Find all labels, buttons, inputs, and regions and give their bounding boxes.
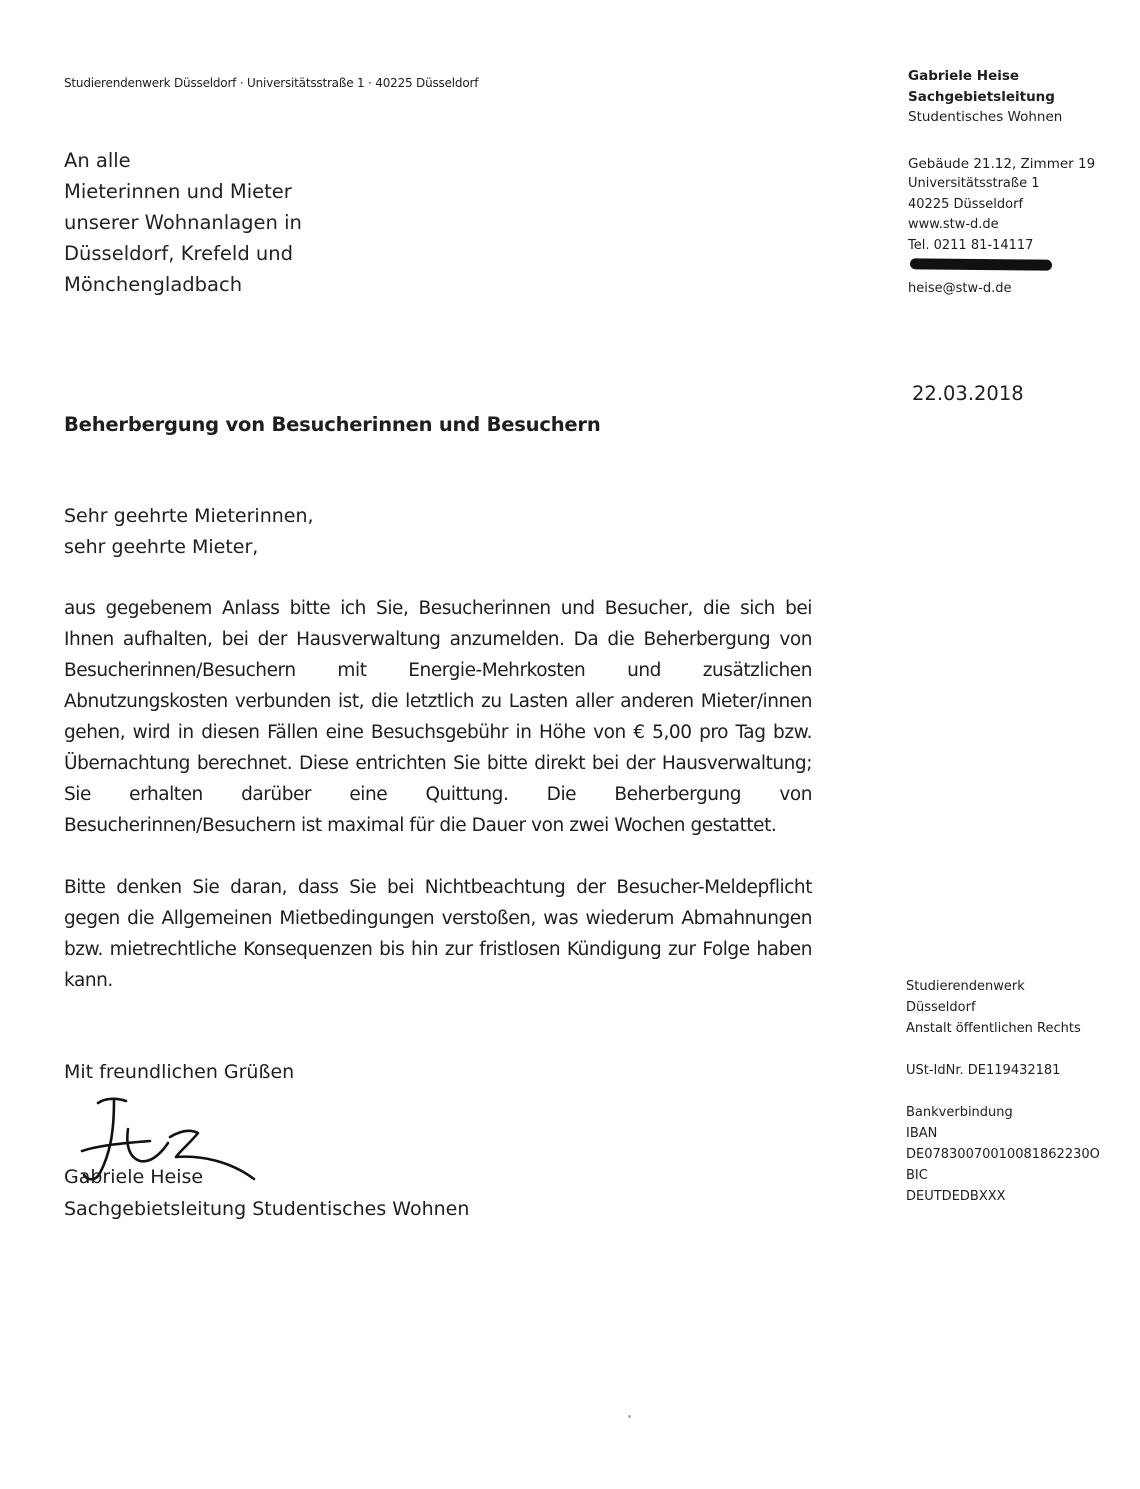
iban-label: IBAN bbox=[906, 1126, 938, 1141]
body-paragraph: Bitte denken Sie daran, dass Sie bei Nichtbeachtung der Besucher-Meldepflicht gegen die Allgemeinen Mietbedingungen verstoßen, was wiederum Abmahnungen bzw. mietrechtliche Konsequenzen bis hin zur fristlosen Kündigung zur Folge haben kann. bbox=[64, 877, 812, 991]
recipient-line: Düsseldorf, Krefeld und bbox=[64, 242, 294, 265]
signature-name: Gabriele Heise bbox=[64, 1166, 204, 1188]
body-paragraph: aus gegebenem Anlass bitte ich Sie, Besucherinnen und Besucher, die sich bei Ihnen aufhalten, bei der Hausverwaltung anzumelden. Da die Beherbergung von Besucherinnen/Besuchern mit Energie-Mehrkosten und zusätzlichen Abnutzungskosten verbunden ist, die letztlich zu Lasten aller anderen Mieter/innen gehen, wird in diesen Fällen eine Besuchsgebühr in Höhe von € 5,00 pro Tag bzw. Übernachtung berechnet. Diese entrichten Sie bitte direkt bei der Hausverwaltung; Sie erhalten darüber eine Quittung. Die Beherbergung von Besucherinnen/Besuchern ist maximal für die Dauer von zwei Wochen gestattet. bbox=[64, 598, 812, 836]
bic-value: DEUTDEDBXXX bbox=[906, 1189, 1006, 1204]
contact-phone: Tel. 0211 81-14117 bbox=[908, 237, 1034, 253]
contact-role-line: Studentisches Wohnen bbox=[908, 109, 1063, 125]
contact-website: www.stw-d.de bbox=[908, 217, 999, 232]
contact-building: Gebäude 21.12, Zimmer 19 bbox=[908, 155, 1096, 172]
contact-email: heise@stw-d.de bbox=[908, 281, 1012, 296]
org-name-line: Studierendenwerk bbox=[906, 979, 1025, 994]
contact-role-line: Sachgebietsleitung bbox=[908, 88, 1055, 105]
closing-phrase: Mit freundlichen Grüßen bbox=[64, 1061, 295, 1083]
sender-address-line: Studierendenwerk Düsseldorf · Universitätsstraße 1 · 40225 Düsseldorf bbox=[64, 76, 479, 90]
contact-street: Universitätsstraße 1 bbox=[908, 176, 1040, 191]
bic-label: BIC bbox=[906, 1168, 928, 1183]
contact-name: Gabriele Heise bbox=[908, 68, 1020, 84]
recipient-line: Mieterinnen und Mieter bbox=[64, 180, 292, 203]
recipient-line: unserer Wohnanlagen in bbox=[64, 211, 302, 234]
letter-subject: Beherbergung von Besucherinnen und Besuchern bbox=[64, 413, 601, 436]
scan-speck bbox=[628, 1415, 631, 1418]
vat-id: USt-IdNr. DE119432181 bbox=[906, 1063, 1061, 1078]
bank-label: Bankverbindung bbox=[906, 1105, 1013, 1120]
org-name-line: Düsseldorf bbox=[906, 1000, 976, 1015]
salutation bbox=[64, 501, 314, 563]
sender-contact-block bbox=[908, 66, 1095, 300]
recipient-line: An alle bbox=[64, 149, 131, 172]
signature-role: Sachgebietsleitung Studentisches Wohnen bbox=[64, 1198, 470, 1220]
recipient-line: Mönchengladbach bbox=[64, 273, 243, 296]
salutation-line: sehr geehrte Mieter, bbox=[64, 536, 259, 558]
redaction-bar bbox=[910, 258, 1052, 270]
org-legal-form: Anstalt öffentlichen Rechts bbox=[906, 1021, 1081, 1036]
recipient-address-block bbox=[64, 145, 302, 300]
letter-date: 22.03.2018 bbox=[912, 382, 1024, 405]
salutation-line: Sehr geehrte Mieterinnen, bbox=[64, 505, 314, 527]
iban-value: DE07830070010081862230O bbox=[906, 1147, 1100, 1162]
contact-city: 40225 Düsseldorf bbox=[908, 196, 1024, 212]
organization-footer-block bbox=[906, 976, 1100, 1207]
